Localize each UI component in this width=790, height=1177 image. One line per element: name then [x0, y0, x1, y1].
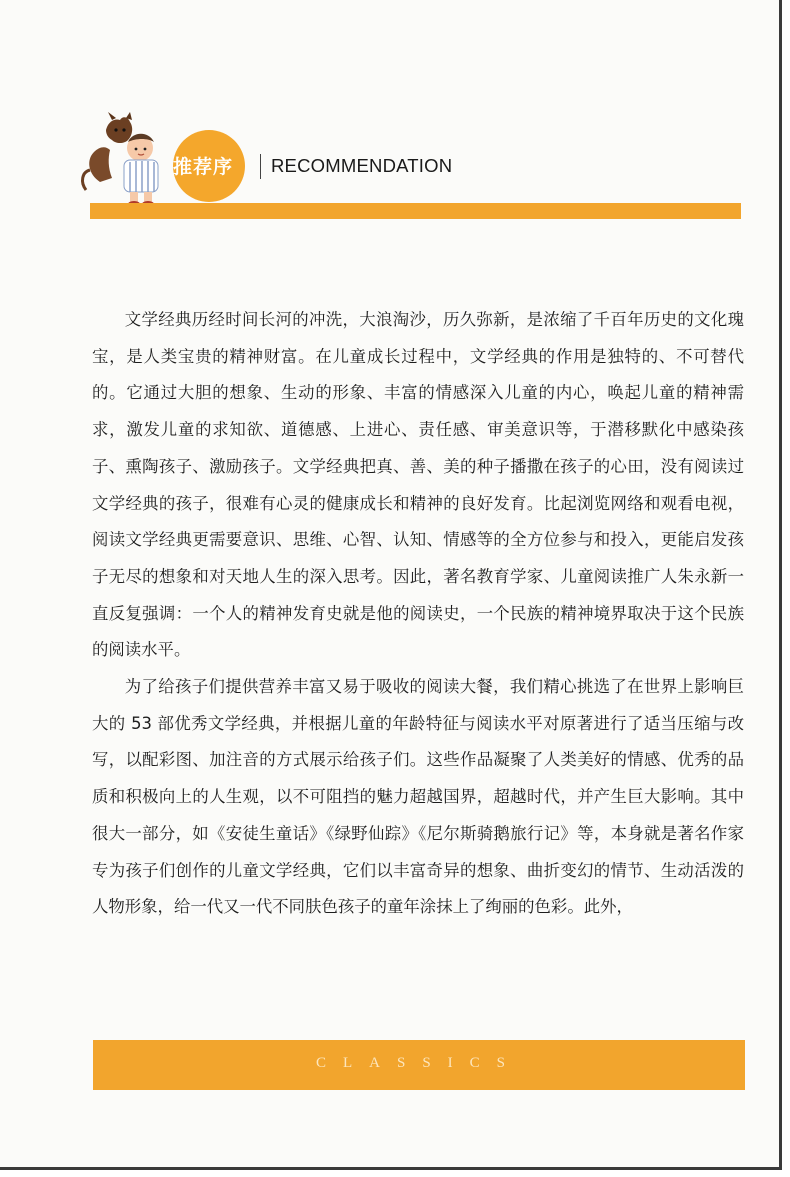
footer-classics-label: CLASSICS [315, 1055, 523, 1071]
paragraph-2: 为了给孩子们提供营养丰富又易于吸收的阅读大餐，我们精心挑选了在世界上影响巨大的 53 部优秀文学经典，并根据儿童的年龄特征与阅读水平对原著进行了适当压缩与改写，以配彩图、加注音的方式展示给孩子们。这些作品凝聚了人类美好的情感、优秀的品质和积极向上的人生观，以不可阻挡的魅力超越国界，超越时代，并产生巨大影响。其中很大一部分，如《安徒生童话》《绿野仙踪》《尼尔斯骑鹅旅行记》等，本身就是著名作家专为孩子们创作的儿童文学经典，它们以丰富奇异的想象、曲折变幻的情节、生动活泼的人物形象，给一代又一代不同肤色孩子的童年涂抹上了绚丽的色彩。此外， [92, 677, 744, 917]
section-header [78, 112, 758, 222]
paragraph-1: 文学经典历经时间长河的冲洗，大浪淘沙，历久弥新，是浓缩了千百年历史的文化瑰宝，是人类宝贵的精神财富。在儿童成长过程中，文学经典的作用是独特的、不可替代的。它通过大胆的想象、生动的形象、丰富的情感深入儿童的内心，唤起儿童的精神需求，激发儿童的求知欲、道德感、上进心、责任感、审美意识等，于潜移默化中感染孩子、熏陶孩子、激励孩子。文学经典把真、善、美的种子播撒在孩子的心田，没有阅读过文学经典的孩子，很难有心灵的健康成长和精神的良好发育。比起浏览网络和观看电视，阅读文学经典更需要意识、思维、心智、认知、情感等的全方位参与和投入，更能启发孩子无尽的想象和对天地人生的深入思考。因此，著名教育学家、儿童阅读推广人朱永新一直反复强调：一个人的精神发育史就是他的阅读史，一个民族的精神境界取决于这个民族的阅读水平。 [92, 310, 744, 660]
section-title-chinese: 推荐序 [173, 156, 234, 178]
footer-accent-bar [93, 1040, 745, 1090]
title-divider [260, 154, 261, 179]
dog-and-child-illustration [78, 112, 178, 208]
section-title-english: RECOMMENDATION [271, 155, 453, 176]
recommendation-body [92, 302, 744, 926]
header-accent-bar [90, 203, 741, 219]
